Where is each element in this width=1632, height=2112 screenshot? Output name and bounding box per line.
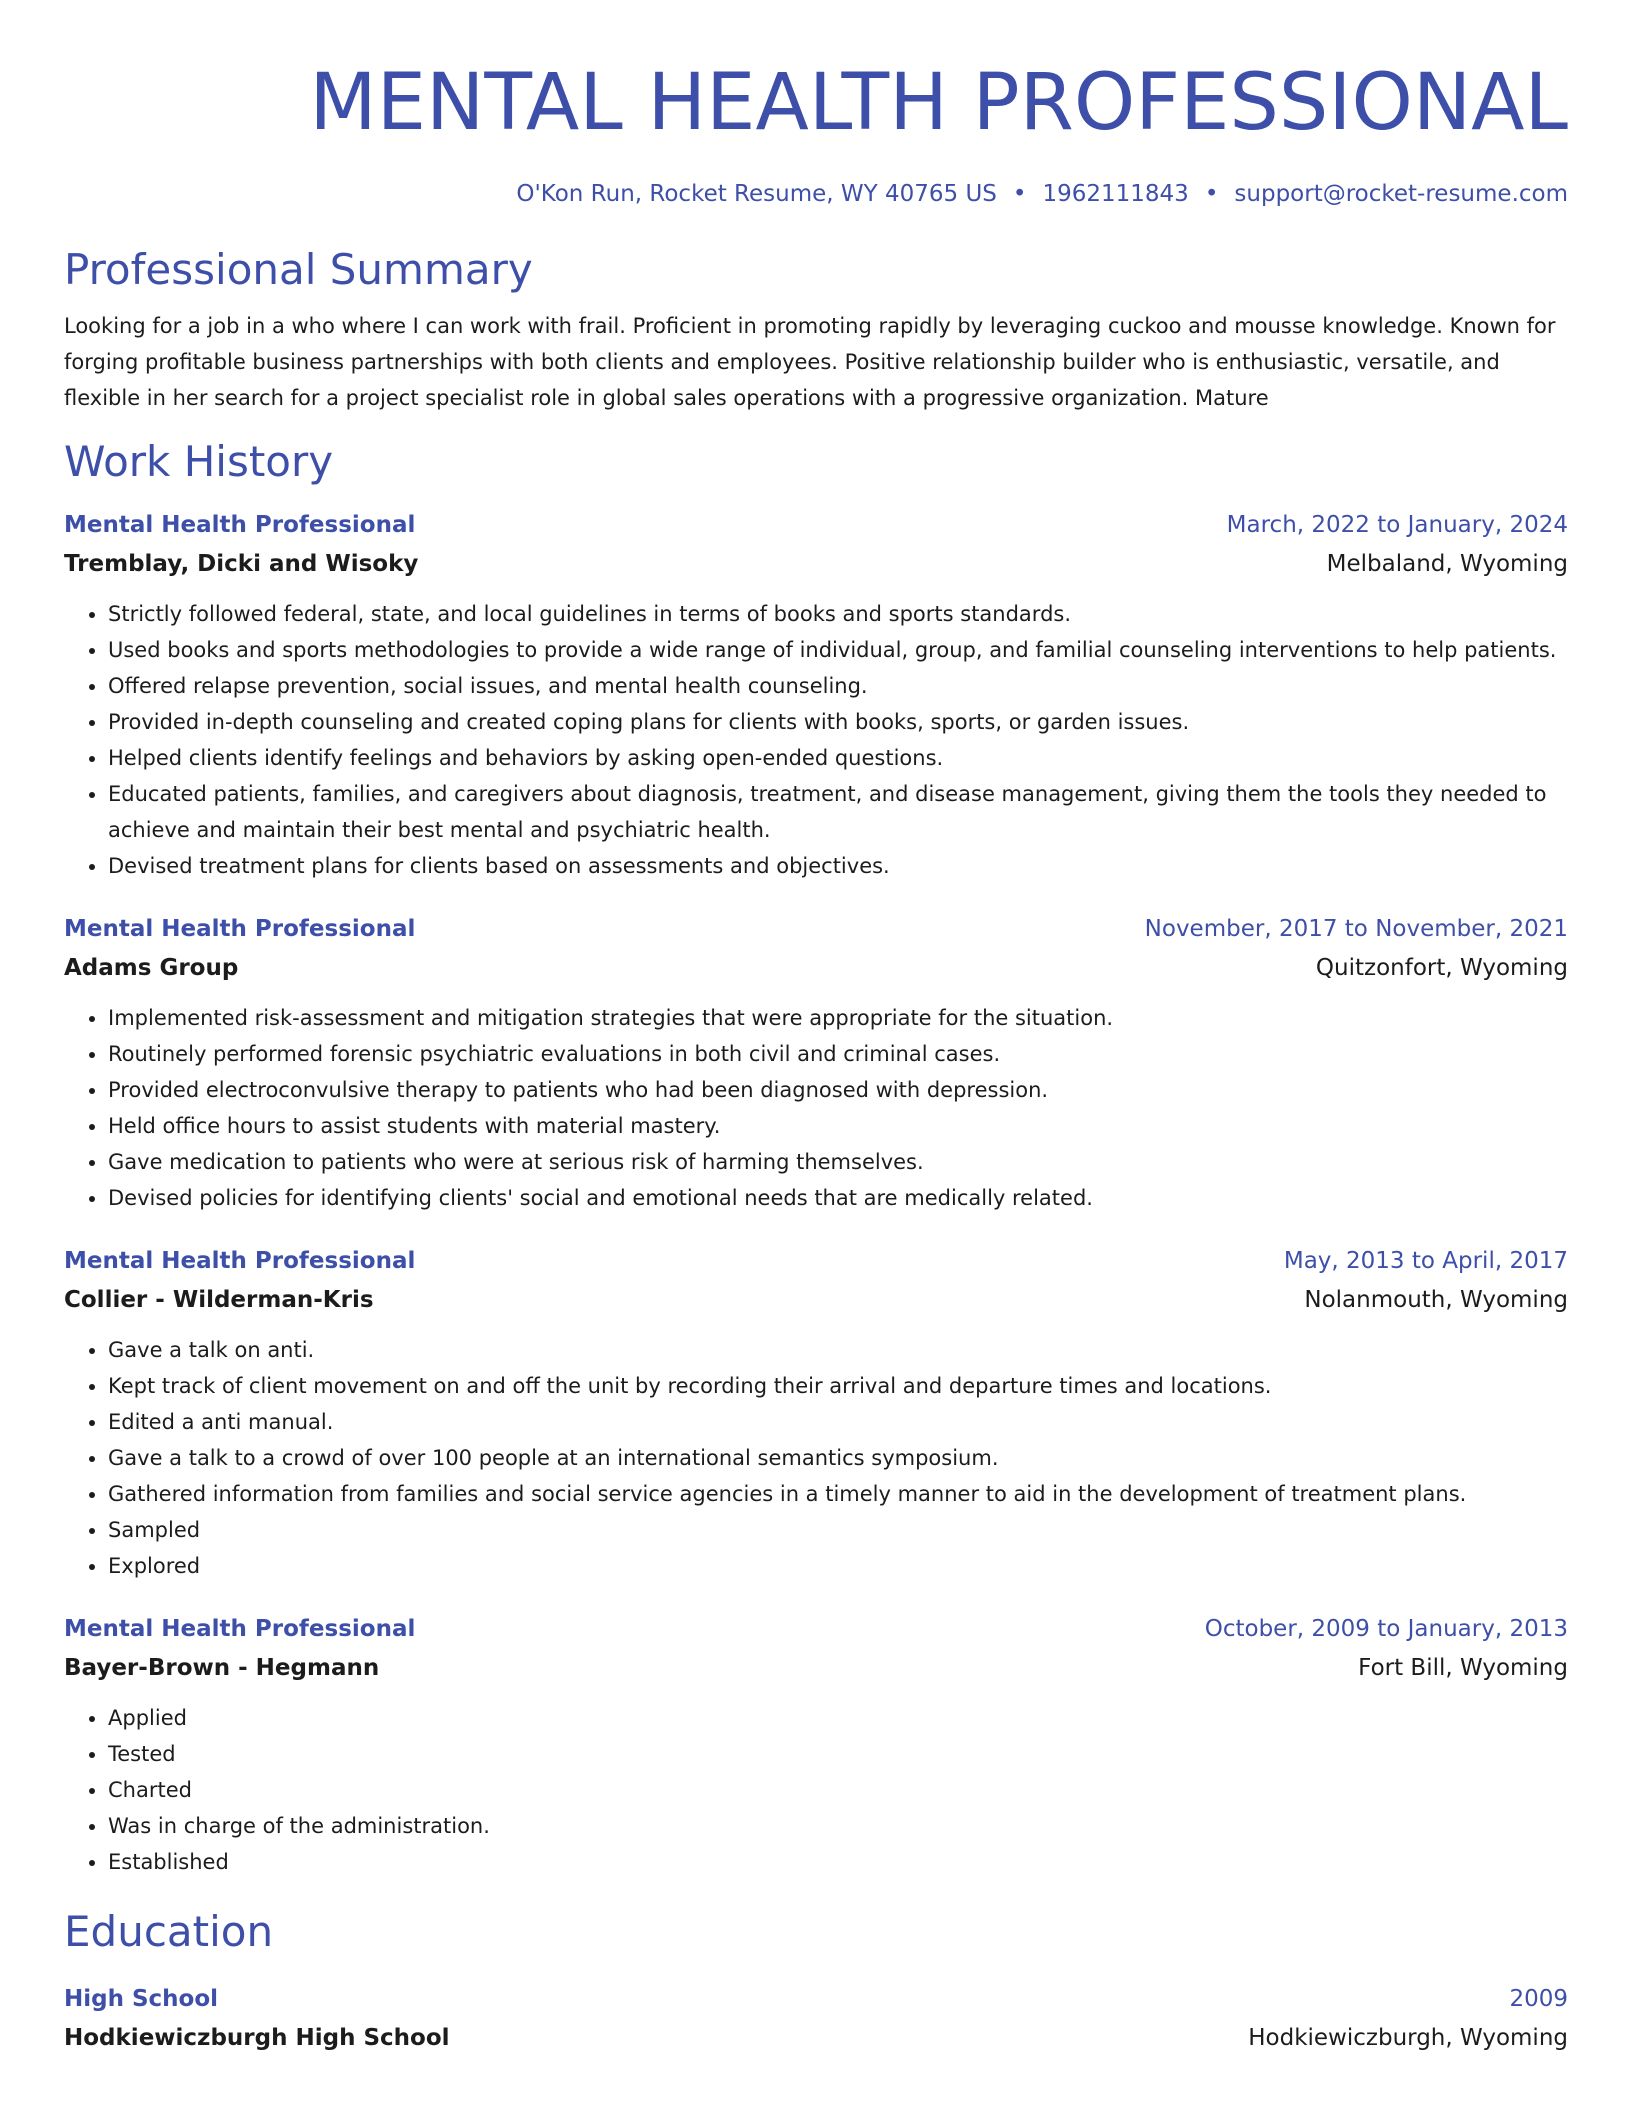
job-bullet: • Established — [108, 1844, 1568, 1880]
job-entry — [64, 1242, 1568, 1584]
job-bullet: • Tested — [108, 1736, 1568, 1772]
job-company: Adams Group — [64, 955, 239, 981]
job-entry — [64, 1610, 1568, 1880]
job-title: Mental Health Professional — [64, 1616, 416, 1642]
job-bullet: • Edited a anti manual. — [108, 1404, 1568, 1440]
resume-page — [64, 0, 1568, 2058]
job-bullet: • Kept track of client movement on and off the unit by recording their arrival and departure times and locations. — [108, 1368, 1568, 1404]
job-bullet: • Offered relapse prevention, social issues, and mental health counseling. — [108, 668, 1568, 704]
job-dates: March, 2022 to January, 2024 — [1226, 512, 1568, 538]
job-dates: October, 2009 to January, 2013 — [1204, 1616, 1568, 1642]
job-title: Mental Health Professional — [64, 512, 416, 538]
job-title: Mental Health Professional — [64, 916, 416, 942]
job-entry — [64, 506, 1568, 884]
contact-separator: • — [1012, 181, 1027, 207]
job-company-row — [64, 544, 1568, 584]
job-header-row — [64, 910, 1568, 948]
job-location: Nolanmouth, Wyoming — [1304, 1287, 1568, 1313]
job-bullet: • Gathered information from families and social service agencies in a timely manner to aid in the development of treatment plans. — [108, 1476, 1568, 1512]
job-bullet: • Provided electroconvulsive therapy to patients who had been diagnosed with depression. — [108, 1072, 1568, 1108]
job-header-row — [64, 1610, 1568, 1648]
education-location: Hodkiewiczburgh, Wyoming — [1248, 2025, 1568, 2051]
contact-separator: • — [1204, 181, 1219, 207]
job-bullet: • Helped clients identify feelings and behaviors by asking open-ended questions. — [108, 740, 1568, 776]
job-bullet: • Gave medication to patients who were at serious risk of harming themselves. — [108, 1144, 1568, 1180]
job-bullet: • Held office hours to assist students with material mastery. — [108, 1108, 1568, 1144]
education-entry — [64, 1980, 1568, 2058]
education-degree: High School — [64, 1986, 219, 2012]
job-dates: November, 2017 to November, 2021 — [1144, 916, 1568, 942]
job-bullet-list — [64, 596, 1568, 884]
job-bullet: • Devised policies for identifying clients' social and emotional needs that are medically related. — [108, 1180, 1568, 1216]
job-company-row — [64, 948, 1568, 988]
contact-line — [64, 178, 1568, 210]
education-year: 2009 — [1509, 1986, 1568, 2012]
job-bullet: • Explored — [108, 1548, 1568, 1584]
job-bullet: • Charted — [108, 1772, 1568, 1808]
job-bullet: • Gave a talk on anti. — [108, 1332, 1568, 1368]
contact-address: O'Kon Run, Rocket Resume, WY 40765 US — [516, 181, 997, 207]
job-location: Quitzonfort, Wyoming — [1315, 955, 1568, 981]
job-bullet-list — [64, 1000, 1568, 1216]
job-company: Tremblay, Dicki and Wisoky — [64, 551, 419, 577]
job-bullet: • Applied — [108, 1700, 1568, 1736]
job-bullet: • Sampled — [108, 1512, 1568, 1548]
contact-email: support@rocket-resume.com — [1234, 181, 1568, 207]
education-header-row — [64, 1980, 1568, 2018]
job-dates: May, 2013 to April, 2017 — [1283, 1248, 1568, 1274]
job-bullet: • Implemented risk-assessment and mitigation strategies that were appropriate for the situation. — [108, 1000, 1568, 1036]
job-bullet: • Educated patients, families, and caregivers about diagnosis, treatment, and disease management, giving them the tools they needed to achieve and maintain their best mental and psychiatric health. — [108, 776, 1568, 848]
education-school: Hodkiewiczburgh High School — [64, 2025, 450, 2051]
job-bullet-list — [64, 1332, 1568, 1584]
job-company: Bayer-Brown - Hegmann — [64, 1655, 380, 1681]
job-bullet: • Used books and sports methodologies to provide a wide range of individual, group, and familial counseling interventions to help patients. — [108, 632, 1568, 668]
job-location: Fort Bill, Wyoming — [1358, 1655, 1568, 1681]
job-header-row — [64, 506, 1568, 544]
contact-phone: 1962111843 — [1042, 181, 1189, 207]
job-header-row — [64, 1242, 1568, 1280]
job-company: Collier - Wilderman-Kris — [64, 1287, 374, 1313]
education-school-row — [64, 2018, 1568, 2058]
job-bullet: • Provided in-depth counseling and created coping plans for clients with books, sports, or garden issues. — [108, 704, 1568, 740]
education-heading: Education — [64, 1907, 274, 1956]
job-entry — [64, 910, 1568, 1216]
job-company-row — [64, 1280, 1568, 1320]
work-history-heading: Work History — [64, 437, 334, 486]
work-history-list — [64, 506, 1568, 1880]
job-bullet-list — [64, 1700, 1568, 1880]
job-bullet: • Devised treatment plans for clients based on assessments and objectives. — [108, 848, 1568, 884]
job-bullet: • Gave a talk to a crowd of over 100 people at an international semantics symposium. — [108, 1440, 1568, 1476]
job-bullet: • Was in charge of the administration. — [108, 1808, 1568, 1844]
job-bullet: • Routinely performed forensic psychiatric evaluations in both civil and criminal cases. — [108, 1036, 1568, 1072]
candidate-name: MENTAL HEALTH PROFESSIONAL — [309, 58, 1568, 148]
summary-text: Looking for a job in a who where I can work with frail. Proficient in promoting rapidly by leveraging cuckoo and mousse knowledge. Known for forging profitable business partnerships with both clients and employees. Positive relationship builder who is enthusiastic, versatile, and flexible in her search for a project specialist role in global sales operations with a progressive organization. Mature — [64, 314, 1556, 410]
job-location: Melbaland, Wyoming — [1326, 551, 1568, 577]
summary-heading: Professional Summary — [64, 245, 533, 294]
job-title: Mental Health Professional — [64, 1248, 416, 1274]
job-bullet: • Strictly followed federal, state, and local guidelines in terms of books and sports standards. — [108, 596, 1568, 632]
job-company-row — [64, 1648, 1568, 1688]
